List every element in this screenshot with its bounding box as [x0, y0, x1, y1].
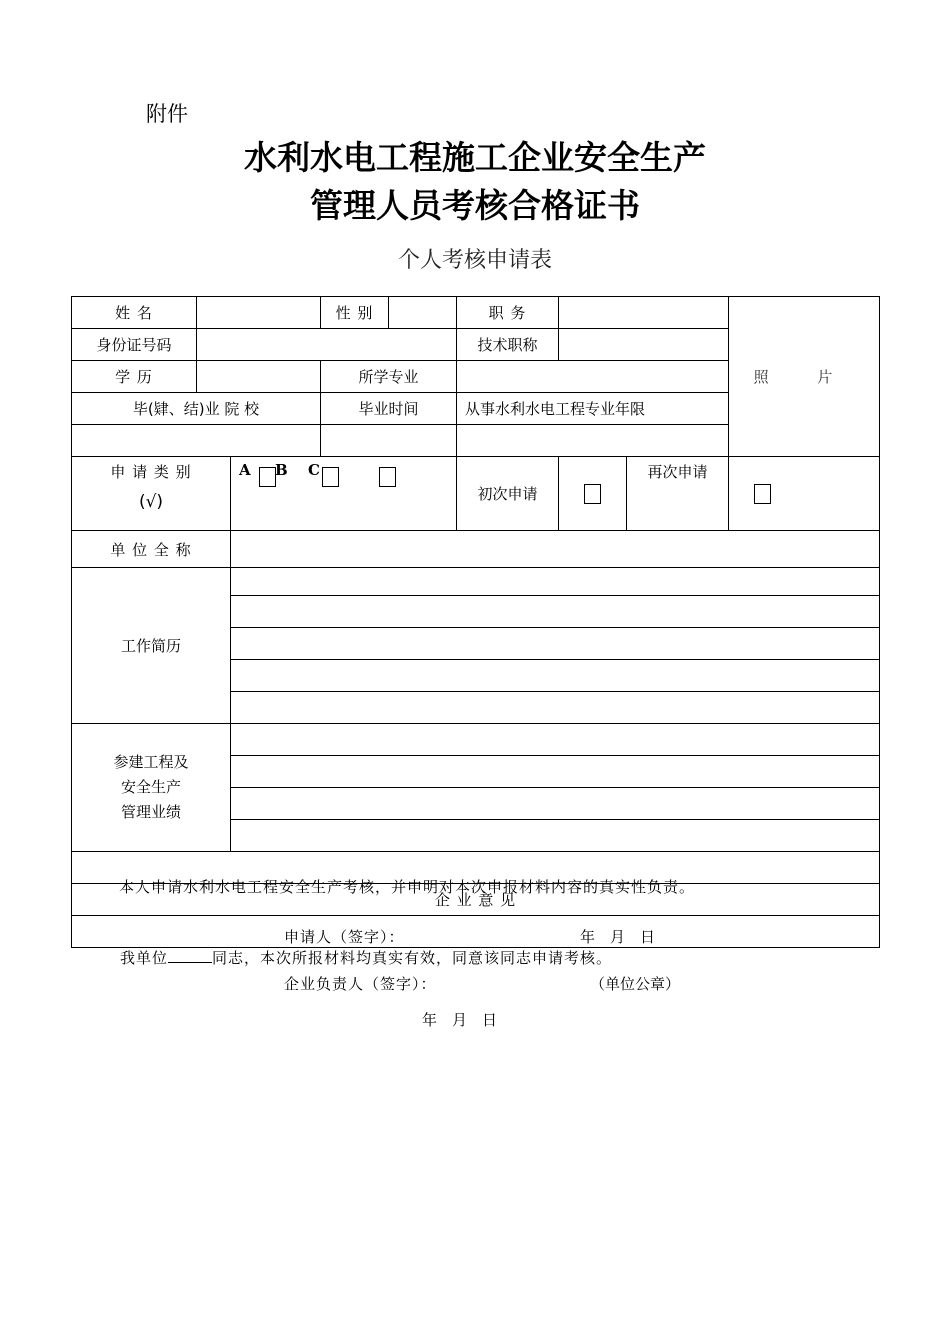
years-field[interactable]	[457, 425, 729, 457]
option-c-checkbox[interactable]	[379, 467, 396, 487]
unit-field[interactable]	[231, 531, 880, 568]
major-label: 所学专业	[321, 361, 457, 393]
performance-line[interactable]	[231, 756, 880, 788]
first-apply-label: 初次申请	[457, 457, 559, 531]
title-line-1: 水利水电工程施工企业安全生产	[244, 138, 706, 177]
resume-line[interactable]	[231, 628, 880, 660]
performance-line[interactable]	[231, 788, 880, 820]
resume-line[interactable]	[231, 568, 880, 596]
years-label: 从事水利水电工程专业年限	[457, 393, 729, 425]
unit-seal-label: （单位公章）	[590, 975, 681, 993]
reapply-checkbox[interactable]	[754, 484, 771, 504]
resume-line[interactable]	[231, 692, 880, 724]
name-label: 姓 名	[72, 297, 197, 329]
performance-label	[72, 724, 231, 852]
option-b-label: B	[275, 461, 288, 479]
school-field[interactable]	[72, 425, 321, 457]
opinion-date: 年 月 日	[422, 1011, 498, 1029]
education-field[interactable]	[197, 361, 321, 393]
resume-line[interactable]	[231, 596, 880, 628]
photo-box[interactable]	[729, 297, 880, 457]
gender-label: 性 别	[321, 297, 389, 329]
tech-title-field[interactable]	[559, 329, 729, 361]
enterprise-opinion-label: 企 业 意 见	[72, 884, 880, 916]
grad-time-label: 毕业时间	[321, 393, 457, 425]
position-field[interactable]	[559, 297, 729, 329]
id-field[interactable]	[197, 329, 457, 361]
opinion-statement	[120, 947, 612, 968]
first-apply-cell	[559, 457, 627, 531]
name-field[interactable]	[197, 297, 321, 329]
application-form-table	[71, 296, 880, 1029]
leader-signature-label: 企业负责人（签字）：	[284, 975, 437, 993]
performance-line[interactable]	[231, 724, 880, 756]
first-apply-checkbox[interactable]	[584, 484, 601, 504]
applicant-signature-label: 申请人（签字）：	[284, 928, 405, 946]
performance-line[interactable]	[231, 820, 880, 852]
form-subtitle: 个人考核申请表	[397, 248, 552, 273]
school-label: 毕(肄、结)业 院 校	[72, 393, 321, 425]
performance-label-line3: 管理业绩	[120, 803, 181, 821]
apply-type-cell	[72, 457, 231, 531]
id-label: 身份证号码	[72, 329, 197, 361]
option-b-checkbox[interactable]	[322, 467, 339, 487]
photo-label: 照 片	[753, 368, 855, 386]
category-options	[231, 457, 457, 531]
opinion-prefix: 我单位	[120, 949, 169, 967]
check-mark-hint: (√)	[138, 492, 164, 512]
gender-field[interactable]	[389, 297, 457, 329]
colleague-name-blank[interactable]	[168, 948, 212, 963]
reapply-cell	[729, 457, 880, 531]
performance-label-line1: 参建工程及	[113, 753, 189, 771]
performance-label-line2: 安全生产	[120, 778, 181, 796]
resume-label: 工作简历	[72, 568, 231, 724]
position-label: 职 务	[457, 297, 559, 329]
tech-title-label: 技术职称	[457, 329, 559, 361]
education-label: 学 历	[72, 361, 197, 393]
resume-line[interactable]	[231, 660, 880, 692]
unit-label: 单 位 全 称	[72, 531, 231, 568]
reapply-label: 再次申请	[627, 457, 729, 531]
title-line-2: 管理人员考核合格证书	[310, 186, 640, 225]
apply-type-label: 申 请 类 别	[110, 463, 192, 481]
option-a-label: A	[239, 461, 251, 479]
grad-time-field[interactable]	[321, 425, 457, 457]
attachment-label: 附件	[146, 102, 188, 126]
opinion-text: 同志，本次所报材料均真实有效，同意该同志申请考核。	[212, 949, 613, 967]
declaration-text: 本人申请水利水电工程安全生产考核，并申明对本次申报材料内容的真实性负责。	[119, 878, 696, 896]
opinion-cell	[72, 916, 880, 1029]
major-field[interactable]	[457, 361, 729, 393]
declaration-date: 年 月 日	[580, 928, 656, 946]
option-a-checkbox[interactable]	[259, 467, 276, 487]
option-c-label: C	[308, 461, 320, 479]
